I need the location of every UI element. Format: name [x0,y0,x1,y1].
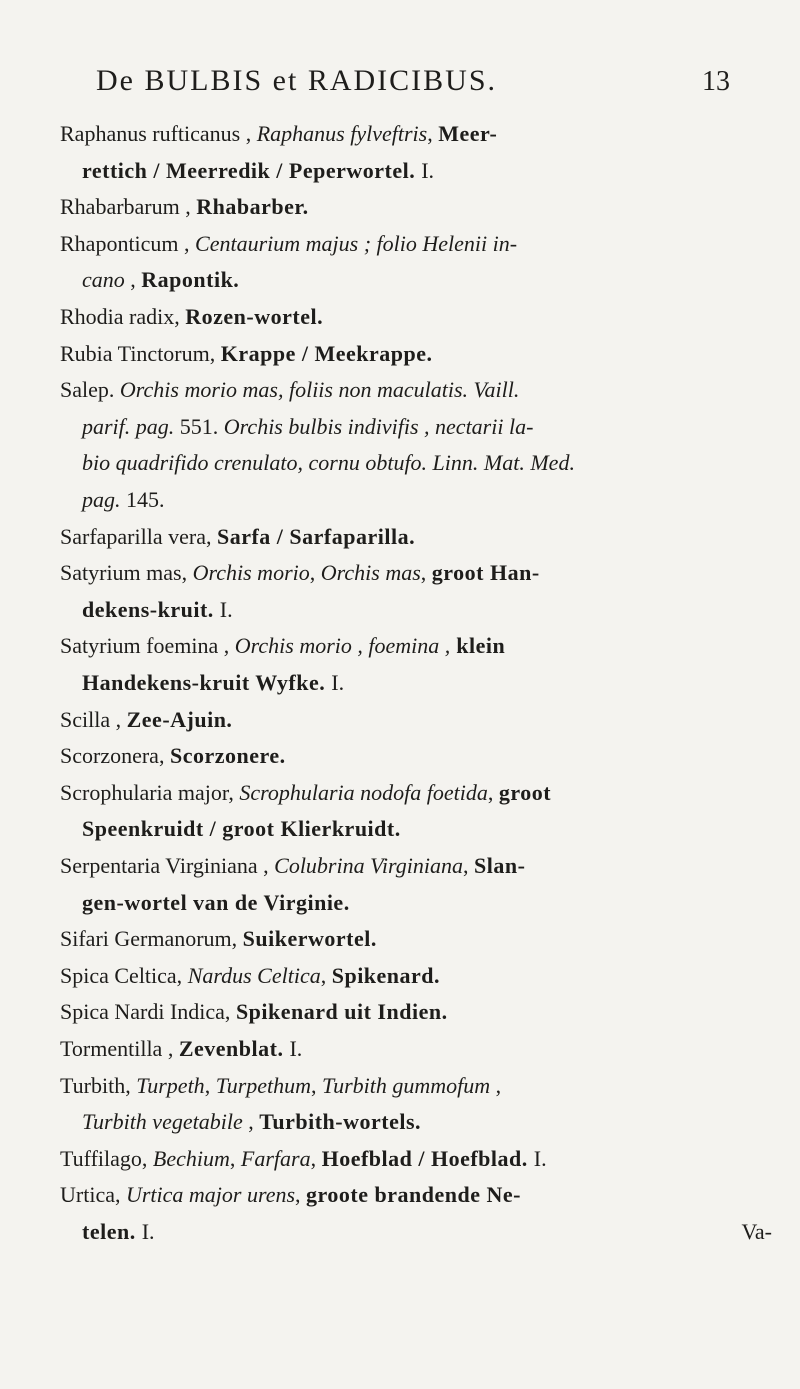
latin-name: I. [219,596,233,622]
text-line [60,921,377,957]
text-line [60,555,540,591]
text-line [82,262,239,298]
text-line [60,1141,547,1177]
latin-name: Rubia Tinctorum, [60,340,221,366]
text-line [82,665,344,701]
text-line [60,628,505,664]
dutch-name: Speenkruidt / groot Klierkruidt. [82,816,401,842]
catchword: Va- [741,1219,772,1244]
dutch-name: Spikenard uit Indien. [235,999,448,1025]
latin-synonym: cano [82,267,125,293]
dutch-name: Rhabarber. [196,194,309,220]
dutch-name: Suikerwortel. [242,926,377,952]
latin-name: Raphanus rufticanus , [60,121,257,146]
text-line [60,958,440,994]
latin-name: Tormentilla , [60,1036,179,1061]
text-line [60,738,286,774]
text-line [60,702,232,738]
latin-name: , [309,560,321,586]
latin-synonym: Orchis mas [320,560,421,586]
dutch-name: telen. [82,1219,142,1244]
text-line [60,372,519,408]
running-header [96,64,730,104]
latin-name: , [229,1145,241,1171]
dutch-name: Rapontik. [141,267,240,293]
latin-name: Spica Nardi Indica, [60,999,236,1025]
running-title: De BULBIS et RADICIBUS. [96,64,498,97]
dutch-name: klein [450,633,506,659]
dutch-name: Zevenblat. [178,1036,290,1061]
latin-synonym: Scrophularia nodofa foetida [239,779,488,805]
text-line [60,775,551,811]
text-line [82,153,434,189]
text-line [60,189,309,225]
latin-name: Scilla , [60,706,127,732]
dutch-name: groot Han- [431,560,540,586]
dutch-name: Handekens-kruit Wyfke. [82,670,332,695]
latin-synonym: Urtica major urens [125,1182,296,1208]
text-line [82,1104,421,1140]
latin-synonym: Bechium [152,1145,230,1171]
latin-name: I. [331,670,345,695]
latin-name: Sifari Germanorum, [60,926,243,952]
text-line [60,299,323,335]
latin-synonym: Turbith gummofum [322,1072,491,1098]
latin-name: , [295,1182,307,1208]
latin-name: , [487,779,499,805]
dutch-name: dekens-kruit. [82,596,220,622]
latin-synonym: pag. [82,487,126,512]
latin-synonym: Farfara [240,1145,311,1171]
latin-name: Salep. [60,377,120,403]
dutch-name: gen-wortel van de Virginie. [82,889,350,915]
latin-name: , [204,1072,216,1098]
latin-name: I. [141,1219,155,1244]
text-line [82,409,533,445]
dutch-name: Krappe / Meekrappe. [220,340,433,366]
latin-synonym: Turbith vegetabile [82,1109,243,1135]
latin-name: , [463,853,474,878]
latin-name: Tuffilago, [60,1145,153,1171]
latin-name: , [242,1109,260,1135]
text-line [60,1031,302,1067]
dutch-name: Sarfa / Sarfaparilla. [216,523,416,549]
text-line [60,519,415,555]
latin-synonym: Turpethum [215,1072,312,1098]
dutch-name: Slan- [474,853,526,878]
latin-name: Spica Celtica, [60,962,188,988]
latin-name: Satyrium mas, [60,560,193,586]
text-line [60,336,433,372]
text-line [82,811,401,847]
latin-name: 551. [179,413,224,439]
latin-name: Rhodia radix, [60,304,186,329]
latin-name: Sarfaparilla vera, [60,523,217,549]
latin-name: I. [421,157,435,183]
text-line [60,116,497,152]
latin-name: Urtica, [60,1182,126,1208]
latin-name: Rhaponticum , [60,230,196,256]
latin-name: 145. [126,487,165,512]
dutch-name: Zee-Ajuin. [126,706,233,732]
latin-synonym: Colubrina Virginiana [274,853,463,878]
text-line [60,848,525,884]
latin-name: Turbith, [60,1072,137,1098]
latin-name: Rhabarbarum , [60,194,197,220]
text-line [60,994,448,1030]
latin-name: , [310,1145,322,1171]
latin-name: Satyrium foemina , [60,633,235,659]
latin-synonym: Orchis morio mas, foliis non maculatis. Vaill. [119,377,520,403]
latin-synonym: Raphanus fylveftris [256,121,428,146]
text-line [60,1068,501,1104]
latin-name: Scrophularia major, [60,779,240,805]
text-line [60,1177,521,1213]
latin-name: , [124,267,142,293]
latin-synonym: Nardus Celtica [187,962,321,988]
latin-name: , [490,1072,502,1098]
latin-synonym: Orchis morio [192,560,310,586]
latin-name: I. [533,1145,547,1171]
page-number: 13 [702,66,730,97]
latin-name: Serpentaria Virginiana , [60,853,275,878]
latin-name: I. [289,1036,303,1061]
dutch-name: Spikenard. [331,962,441,988]
latin-name: , [320,962,332,988]
dutch-name: groot [498,779,552,805]
text-line [82,445,575,481]
latin-synonym: parif. pag. [82,413,180,439]
dutch-name: Meer- [438,121,498,146]
latin-synonym: Orchis bulbis indivifis , nectarii la- [223,413,534,439]
dutch-name: rettich / Meerredik / Peperwortel. [82,157,422,183]
latin-name: , [427,121,439,146]
latin-synonym: Centaurium majus ; folio Helenii in- [195,230,518,256]
text-line [60,226,517,262]
text-line [82,592,233,628]
latin-name: Scorzonera, [60,743,170,769]
dutch-name: Turbith-wortels. [259,1109,422,1135]
dutch-name: Scorzonere. [169,743,286,769]
latin-synonym: Turpeth [136,1072,205,1098]
latin-name: , [420,560,432,586]
latin-synonym: Orchis morio , foemina , [234,633,451,659]
dutch-name: Rozen-wortel. [185,304,324,329]
latin-name: , [311,1072,323,1098]
dutch-name: groote brandende Ne- [306,1182,521,1208]
latin-synonym: bio quadrifido crenulato, cornu obtufo. Linn. Mat. Med. [82,450,575,476]
text-line [82,1214,772,1250]
text-line [82,482,165,518]
dutch-name: Hoefblad / Hoefblad. [321,1145,534,1171]
text-line [82,885,350,921]
